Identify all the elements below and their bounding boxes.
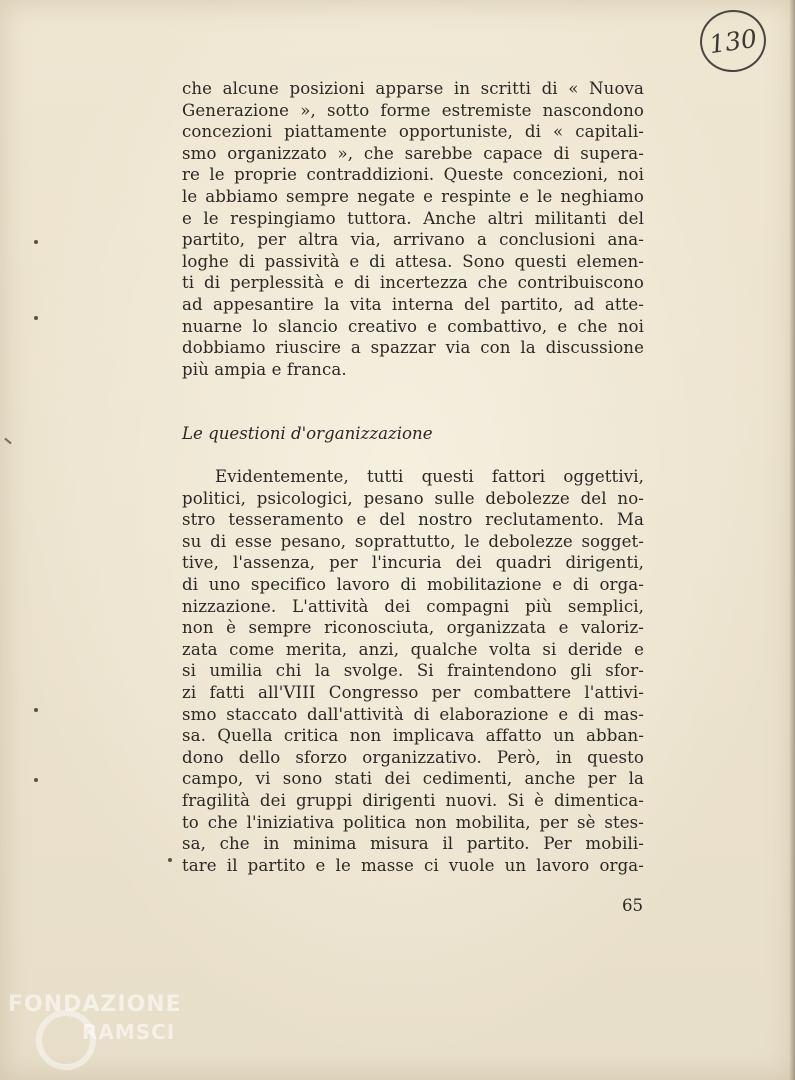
margin-mark (34, 778, 38, 782)
margin-mark (34, 240, 38, 244)
page-number: 65 (622, 896, 644, 915)
text-line: concezioni piattamente opportuniste, di « capitali- (182, 122, 644, 142)
text-line: nizzazione. L'attività dei compagni più semplici, (182, 596, 644, 616)
text-line: re le proprie contraddizioni. Queste concezioni, noi (182, 165, 644, 185)
text-line: campo, vi sono stati dei cedimenti, anche per la (182, 769, 644, 789)
text-line: Generazione », sotto forme estremiste nascondono (182, 100, 644, 120)
text-line: si umilia chi la svolge. Si fraintendono gli sfor- (182, 661, 644, 681)
text-line: zata come merita, anzi, qualche volta si deride e (182, 639, 644, 659)
text-line: nuarne lo slancio creativo e combattivo, e che noi (182, 316, 644, 336)
watermark-line-1: FONDAZIONE (8, 992, 182, 1017)
text-line: non è sempre riconosciuta, organizzata e valoriz- (182, 618, 644, 638)
archive-stamp: 130 (696, 6, 770, 77)
paragraph-1 (182, 78, 644, 380)
section-heading: Le questioni d'organizzazione (182, 424, 433, 443)
text-line: ti di perplessità e di incertezza che contribuiscono (182, 273, 644, 293)
text-line: di uno specifico lavoro di mobilitazione e di orga- (182, 574, 644, 594)
margin-mark (34, 708, 38, 712)
text-line: partito, per altra via, arrivano a conclusioni ana- (182, 230, 644, 250)
text-line: sa. Quella critica non implicava affatto un abban- (182, 726, 644, 746)
margin-mark (168, 858, 172, 862)
text-line: fragilità dei gruppi dirigenti nuovi. Si è dimentica- (182, 790, 644, 810)
text-line: dobbiamo riuscire a spazzar via con la discussione (182, 338, 644, 358)
text-line: sa, che in minima misura il partito. Per mobili- (182, 834, 644, 854)
text-line: su di esse pesano, soprattutto, le debolezze sogget- (182, 531, 644, 551)
text-line: più ampia e franca. (182, 359, 347, 379)
text-line: Evidentemente, tutti questi fattori oggettivi, (215, 467, 644, 486)
text-line: stro tesseramento e del nostro reclutamento. Ma (182, 510, 644, 530)
text-line: le abbiamo sempre negate e respinte e le neghiamo (182, 186, 644, 206)
paragraph-2 (182, 466, 644, 876)
fondazione-gramsci-watermark (8, 992, 208, 1072)
text-line: loghe di passività e di attesa. Sono questi elemen- (182, 251, 644, 271)
text-line: tive, l'assenza, per l'incuria dei quadri dirigenti, (182, 553, 644, 573)
watermark-line-2: RAMSCI (82, 1020, 176, 1044)
margin-mark (34, 316, 38, 320)
text-line: e le respingiamo tuttora. Anche altri militanti del (182, 208, 644, 228)
text-line: politici, psicologici, pesano sulle debolezze del no- (182, 488, 644, 508)
text-line: smo organizzato », che sarebbe capace di supera- (182, 143, 644, 163)
text-line: che alcune posizioni apparse in scritti di « Nuova (182, 79, 644, 98)
text-line: dono dello sforzo organizzativo. Però, in questo (182, 747, 644, 767)
text-line: smo staccato dall'attività di elaborazione e di mas- (182, 704, 644, 724)
page-edge-shadow (789, 0, 795, 1080)
text-line: tare il partito e le masse ci vuole un lavoro orga- (182, 855, 644, 875)
text-line: to che l'iniziativa politica non mobilita, per sè stes- (182, 812, 644, 832)
text-line: ad appesantire la vita interna del partito, ad atte- (182, 294, 644, 314)
margin-tick (4, 438, 11, 445)
text-line: zi fatti all'VIII Congresso per combattere l'attivi- (182, 682, 644, 702)
